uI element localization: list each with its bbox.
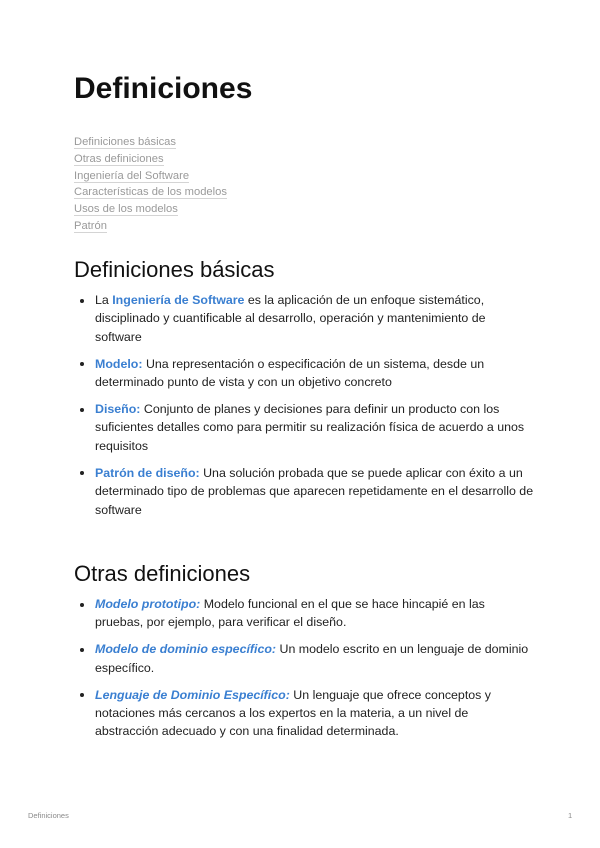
toc-link-patron[interactable]: Patrón [74,219,107,232]
toc-item [74,150,227,167]
toc-link-otras-definiciones[interactable]: Otras definiciones [74,152,164,165]
bullet-icon [80,603,84,607]
definition-item [74,400,534,455]
bullet-icon [80,299,84,303]
toc-link-caracteristicas-modelos[interactable]: Características de los modelos [74,186,227,199]
toc-link-ingenieria-software[interactable]: Ingeniería del Software [74,169,190,182]
toc-item [74,167,227,184]
toc-item [74,217,227,234]
toc-item [74,133,227,150]
bullet-icon [80,648,84,652]
definition-term: Diseño: [95,402,141,417]
page-title: Definiciones [74,72,253,105]
toc-item [74,183,227,200]
definition-item [74,686,534,741]
bullet-icon [80,408,84,412]
toc-link-definiciones-basicas[interactable]: Definiciones básicas [74,136,176,148]
definition-text: Conjunto de planes y decisiones para definir un producto con los suficientes detalles como para permitir su realización física de acuerdo a unos requisitos [95,402,525,453]
section-heading-definiciones-basicas: Definiciones básicas [74,257,275,282]
definition-text: es la aplicación de un enfoque sistemático, disciplinado y cuantificable al desarrollo, operación y mantenimiento de software [95,293,486,344]
definition-item [74,464,534,519]
toc-link-usos-modelos[interactable]: Usos de los modelos [74,203,178,216]
definition-text: Un lenguaje que ofrece conceptos y notaciones más cercanos a los expertos en la materia, a un nivel de abstracción adecuado y con una finalidad determinada. [95,687,491,739]
definition-list-basicas [74,291,534,527]
footer-page-number: 1 [568,811,573,820]
definition-text: Una solución probada que se puede aplicar con éxito a un determinado tipo de problemas que aparecen repetidamente en el desarrollo de software [95,465,534,517]
definition-prefix: La [95,293,113,307]
definition-item [74,595,534,632]
bullet-icon [80,471,84,475]
section-heading-otras-definiciones: Otras definiciones [74,561,251,586]
definition-term: Modelo: [95,356,143,371]
definition-term: Patrón de diseño: [95,465,200,480]
definition-item [74,355,534,392]
definition-text: Una representación o especificación de un sistema, desde un determinado punto de vista y con un objetivo concreto [95,356,485,390]
definition-term: Lenguaje de Dominio Específico: [95,687,290,702]
footer-document-title: Definiciones [28,811,69,820]
definition-term: Modelo prototipo: [95,597,201,611]
toc-item [74,200,227,217]
bullet-icon [80,693,84,697]
definition-list-otras [74,595,534,749]
definition-term: Ingeniería de Software [112,293,245,307]
definition-text: Modelo funcional en el que se hace hincapié en las pruebas, por ejemplo, para verificar el diseño. [95,597,485,630]
table-of-contents [74,133,227,234]
definition-term: Modelo de dominio específico: [95,642,277,657]
bullet-icon [80,362,84,366]
definition-item [74,291,534,346]
definition-item [74,640,534,677]
definition-text: Un modelo escrito en un lenguaje de dominio específico. [95,642,529,675]
